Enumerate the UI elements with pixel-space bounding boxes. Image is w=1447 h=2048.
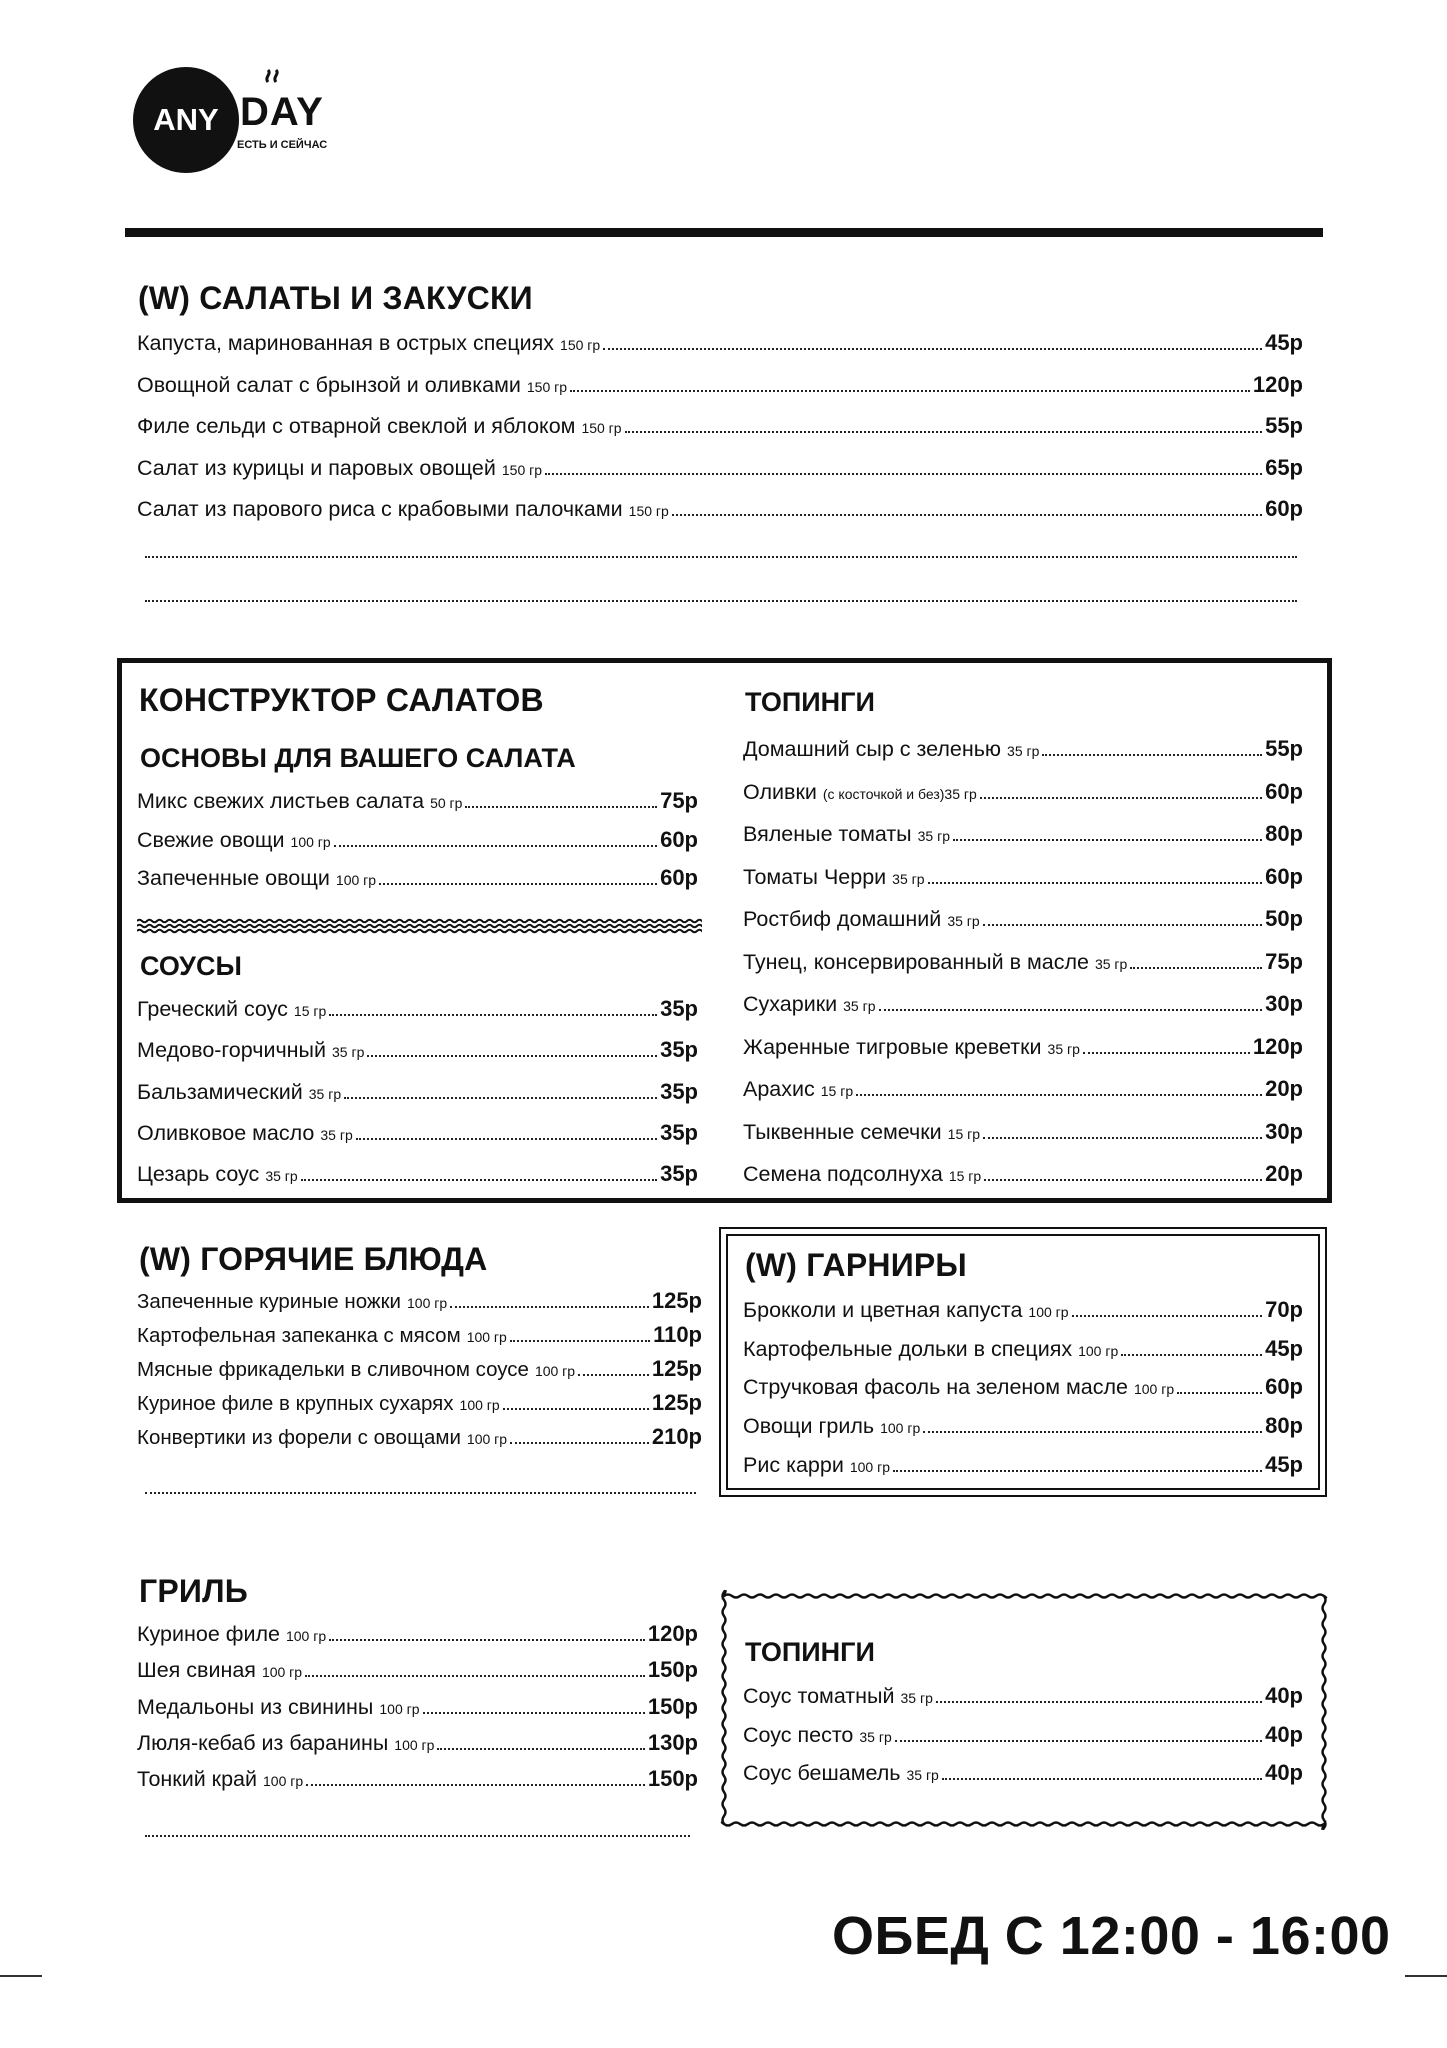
leader-dots <box>437 1748 644 1750</box>
wavy-frame <box>718 1590 1330 1830</box>
leader-dots <box>983 924 1262 926</box>
item-weight: 35 гр <box>859 1728 892 1745</box>
item-price: 75р <box>1265 948 1303 974</box>
item-price: 60р <box>1265 496 1303 521</box>
leader-dots <box>329 1639 645 1641</box>
item-weight: 100 гр <box>379 1700 420 1717</box>
leader-dots <box>983 1137 1262 1139</box>
item-name: Соус бешамель <box>743 1761 901 1786</box>
item-name: Куриное филе в крупных сухарях <box>137 1392 454 1415</box>
sides-title: (W) ГАРНИРЫ <box>745 1247 967 1283</box>
leader-dots <box>856 1094 1262 1096</box>
item-price: 130р <box>647 1729 698 1755</box>
leader-dots <box>879 1009 1263 1011</box>
item-name: Филе сельди с отварной свеклой и яблоком <box>137 414 576 438</box>
item-name: Тонкий край <box>137 1767 258 1792</box>
menu-item <box>743 1452 1303 1478</box>
leader-dots <box>334 845 657 847</box>
menu-item <box>743 1374 1303 1400</box>
item-weight: 15 гр <box>947 1125 981 1142</box>
leader-dots <box>379 883 657 885</box>
item-weight: 35 гр <box>1094 955 1128 972</box>
item-weight: 15 гр <box>293 1003 327 1019</box>
item-weight: 150 гр <box>581 420 622 436</box>
item-name: Запеченные овощи <box>137 866 330 890</box>
menu-item <box>137 413 1303 439</box>
item-name: Арахис <box>743 1077 815 1101</box>
menu-item <box>137 1390 702 1416</box>
item-weight: 35 гр <box>843 998 876 1014</box>
item-name: Мясные фрикадельки в сливочном соусе <box>137 1358 529 1381</box>
menu-item <box>137 788 698 814</box>
item-name: Соус песто <box>743 1722 854 1747</box>
menu-item <box>137 330 1303 356</box>
leader-dots <box>423 1712 645 1714</box>
menu-item <box>743 864 1303 890</box>
bases-title: ОСНОВЫ ДЛЯ ВАШЕГО САЛАТА <box>140 743 576 773</box>
grill-toppings-title: ТОПИНГИ <box>745 1637 875 1667</box>
item-weight: 100 гр <box>263 1773 304 1790</box>
leader-dots <box>1121 1354 1262 1356</box>
item-weight: 150 гр <box>560 337 601 353</box>
item-weight: 150 гр <box>501 461 543 478</box>
item-name: Семена подсолнуха <box>743 1162 943 1186</box>
item-name: Соус томатный <box>743 1684 895 1708</box>
item-name: Овощной салат с брынзой и оливками <box>137 372 521 397</box>
crop-mark <box>0 1975 42 1977</box>
menu-item <box>137 1120 698 1146</box>
item-price: 30р <box>1265 991 1303 1016</box>
item-price: 35р <box>660 1161 698 1187</box>
item-weight: 15 гр <box>948 1168 982 1184</box>
menu-item <box>743 1297 1303 1323</box>
menu-item <box>743 1336 1303 1362</box>
logo-any: ANY <box>153 102 219 137</box>
leader-dots <box>603 348 1262 350</box>
leader-dots <box>344 1097 657 1099</box>
leader-dots <box>1042 754 1262 756</box>
leader-dots <box>1072 1315 1263 1317</box>
item-price: 35р <box>660 1078 698 1104</box>
item-price: 35р <box>660 1119 698 1145</box>
item-weight: 35 гр <box>892 870 925 887</box>
item-name: Запеченные куриные ножки <box>137 1290 402 1313</box>
item-weight: 100 гр <box>1028 1304 1069 1320</box>
menu-item <box>743 1722 1303 1748</box>
logo-circle <box>133 67 239 173</box>
item-price: 80р <box>1265 1413 1303 1439</box>
item-weight: 35 гр <box>332 1044 365 1061</box>
leader-dots <box>301 1179 657 1181</box>
leader-dots <box>893 1470 1262 1472</box>
item-name: Люля-кебаб из баранины <box>137 1730 389 1755</box>
item-weight: 35 гр <box>900 1690 933 1706</box>
menu-item <box>743 991 1303 1017</box>
item-name: Тыквенные семечки <box>743 1119 942 1144</box>
menu-item <box>137 827 698 853</box>
item-name: Салат из курицы и паровых овощей <box>137 455 496 480</box>
menu-item <box>743 1683 1303 1709</box>
item-price: 125р <box>651 1390 702 1415</box>
sauces-title: СОУСЫ <box>140 951 242 981</box>
menu-item <box>137 496 1303 522</box>
menu-item <box>743 779 1303 805</box>
item-price: 60р <box>1265 778 1303 804</box>
item-weight: 100 гр <box>880 1420 921 1437</box>
item-name: Бальзамический <box>137 1079 303 1104</box>
menu-item <box>137 1766 698 1792</box>
item-name: Стручковая фасоль на зеленом масле <box>743 1375 1128 1400</box>
item-price: 110р <box>653 1322 702 1347</box>
leader-dots <box>928 882 1263 884</box>
item-weight: 100 гр <box>466 1329 507 1345</box>
item-name: Салат из парового риса с крабовыми палочками <box>137 497 623 521</box>
item-name: Свежие овощи <box>137 827 285 852</box>
item-price: 30р <box>1265 1118 1303 1144</box>
item-price: 60р <box>660 826 698 852</box>
item-weight: 35 гр <box>308 1085 342 1102</box>
item-price: 40р <box>1265 1760 1303 1786</box>
menu-item <box>137 1288 702 1314</box>
item-weight: 100 гр <box>394 1736 435 1753</box>
item-name: Рис карри <box>743 1452 844 1477</box>
item-weight: 100 гр <box>261 1664 303 1681</box>
wave-divider <box>137 917 702 935</box>
item-weight: 35 гр <box>1007 743 1040 759</box>
leader-dots <box>356 1138 657 1140</box>
item-weight: 100 гр <box>285 1628 327 1644</box>
item-weight: 150 гр <box>628 503 669 519</box>
item-price: 80р <box>1265 821 1303 846</box>
item-name: Конвертики из форели с овощами <box>137 1426 461 1449</box>
item-price: 120р <box>647 1621 698 1646</box>
item-name: Брокколи и цветная капуста <box>743 1298 1023 1322</box>
grill-title: ГРИЛЬ <box>139 1573 248 1609</box>
menu-item <box>743 1161 1303 1187</box>
leader-dots <box>980 797 1262 799</box>
leader-dots <box>545 473 1262 475</box>
item-name: Медово-горчичный <box>137 1038 326 1063</box>
menu-item <box>137 455 1303 481</box>
item-weight: 100 гр <box>335 872 377 888</box>
item-price: 55р <box>1265 413 1303 438</box>
item-weight: 35 гр <box>1047 1040 1080 1057</box>
item-name: Ростбиф домашний <box>743 907 942 931</box>
menu-item <box>137 1694 698 1720</box>
leader-dots <box>625 431 1263 433</box>
item-name: Капуста, маринованная в острых специях <box>137 331 555 355</box>
item-price: 65р <box>1265 454 1303 480</box>
leader-dots <box>465 806 657 808</box>
item-price: 35р <box>660 1037 698 1063</box>
item-price: 55р <box>1265 736 1303 761</box>
crop-mark <box>1405 1975 1447 1977</box>
menu-item <box>743 1760 1303 1786</box>
leader-dots <box>503 1408 649 1410</box>
toppings-title: ТОПИНГИ <box>745 687 875 717</box>
item-weight: 100 гр <box>1133 1381 1175 1398</box>
constructor-title: КОНСТРУКТОР САЛАТОВ <box>139 682 544 718</box>
item-weight: 15 гр <box>820 1083 854 1099</box>
item-price: 150р <box>647 1693 698 1719</box>
menu-item <box>743 1413 1303 1439</box>
menu-item <box>137 1079 698 1105</box>
item-price: 125р <box>651 1288 702 1313</box>
item-name: Томаты Черри <box>743 864 887 889</box>
item-price: 45р <box>1265 1335 1303 1361</box>
menu-item <box>137 372 1303 398</box>
leader-dots <box>305 1675 645 1677</box>
item-weight: 35 гр <box>265 1168 298 1185</box>
item-price: 150р <box>647 1766 698 1792</box>
menu-item <box>743 906 1303 932</box>
item-price: 45р <box>1265 1451 1303 1477</box>
item-name: Сухарики <box>743 992 838 1016</box>
menu-item <box>137 1657 698 1683</box>
menu-item <box>137 996 698 1022</box>
leader-dots <box>936 1701 1262 1703</box>
item-weight: 50 гр <box>430 795 463 811</box>
item-name: Жаренные тигровые креветки <box>743 1034 1042 1059</box>
leader-dots <box>329 1014 657 1016</box>
item-name: Картофельная запеканка с мясом <box>137 1324 461 1347</box>
leader-dots <box>367 1055 657 1057</box>
lunch-hours: ОБЕД С 12:00 - 16:00 <box>832 1906 1391 1966</box>
item-price: 20р <box>1265 1076 1303 1101</box>
leader-dots <box>578 1374 649 1376</box>
leader-dots <box>1130 967 1262 969</box>
item-weight: 100 гр <box>407 1295 448 1311</box>
menu-item <box>743 1076 1303 1102</box>
menu-item <box>137 1356 702 1382</box>
item-name: Картофельные дольки в специях <box>743 1336 1073 1361</box>
item-price: 40р <box>1265 1683 1303 1708</box>
leader-dots <box>672 514 1262 516</box>
item-price: 35р <box>660 996 698 1021</box>
menu-item <box>743 736 1303 762</box>
item-price: 60р <box>660 865 698 890</box>
item-name: Микс свежих листьев салата <box>137 789 425 813</box>
item-price: 120р <box>1252 1033 1303 1059</box>
item-name: Вяленые томаты <box>743 822 912 846</box>
menu-item <box>743 1034 1303 1060</box>
item-price: 20р <box>1265 1161 1303 1186</box>
logo-day: DAY <box>240 90 324 134</box>
menu-item <box>137 1730 698 1756</box>
item-price: 60р <box>1265 863 1303 889</box>
leader-dots <box>510 1340 650 1342</box>
leader-dots <box>510 1442 649 1444</box>
item-name: Цезарь соус <box>137 1162 260 1187</box>
item-weight: 100 гр <box>1078 1342 1119 1359</box>
item-name: Шея свиная <box>137 1658 256 1683</box>
leader-dots <box>984 1179 1262 1181</box>
item-weight: 35 гр <box>320 1126 353 1143</box>
leader-dots <box>1083 1052 1250 1054</box>
hot-title: (W) ГОРЯЧИЕ БЛЮДА <box>139 1241 488 1277</box>
item-weight: 100 гр <box>459 1397 500 1413</box>
item-weight: 100 гр <box>849 1458 890 1475</box>
menu-item <box>137 1037 698 1063</box>
logo-tagline: ЕСТЬ И СЕЙЧАС <box>237 139 328 151</box>
leader-dots <box>953 839 1262 841</box>
item-price: 125р <box>651 1356 702 1381</box>
blank-line <box>145 556 1297 558</box>
menu-item <box>137 1424 702 1450</box>
item-name: Медальоны из свинины <box>137 1694 374 1719</box>
top-divider <box>125 228 1323 237</box>
item-price: 150р <box>647 1657 698 1683</box>
blank-line <box>145 1835 690 1837</box>
item-name: Оливковое масло <box>137 1120 315 1145</box>
menu-item <box>137 1621 698 1647</box>
blank-line <box>145 600 1297 602</box>
blank-line <box>145 1492 696 1494</box>
item-price: 210р <box>651 1424 702 1449</box>
item-weight: 150 гр <box>526 378 568 395</box>
menu-item <box>137 1322 702 1348</box>
leader-dots <box>942 1778 1262 1780</box>
menu-item <box>137 865 698 891</box>
item-name: Греческий соус <box>137 997 288 1021</box>
menu-item <box>743 821 1303 847</box>
item-price: 60р <box>1265 1374 1303 1400</box>
item-name: Овощи гриль <box>743 1414 875 1439</box>
item-price: 70р <box>1265 1297 1303 1322</box>
menu-item <box>137 1161 698 1187</box>
item-weight: 100 гр <box>290 833 331 850</box>
item-price: 75р <box>660 788 698 813</box>
item-price: 50р <box>1265 906 1303 931</box>
item-weight: 35 гр <box>917 828 950 844</box>
item-weight: (с косточкой и без)35 гр <box>822 785 977 802</box>
leader-dots <box>923 1431 1262 1433</box>
item-price: 45р <box>1265 330 1303 355</box>
item-name: Оливки <box>743 779 817 804</box>
item-name: Тунец, консервированный в масле <box>743 949 1089 974</box>
menu-item <box>743 1119 1303 1145</box>
leader-dots <box>1177 1392 1262 1394</box>
salads-title: (W) САЛАТЫ И ЗАКУСКИ <box>138 280 533 316</box>
item-weight: 35 гр <box>906 1767 939 1784</box>
item-weight: 100 гр <box>534 1363 576 1379</box>
leader-dots <box>306 1784 645 1786</box>
item-weight: 100 гр <box>466 1431 508 1447</box>
item-name: Домашний сыр с зеленью <box>743 737 1002 761</box>
leader-dots <box>450 1306 649 1308</box>
item-price: 120р <box>1252 371 1303 397</box>
leader-dots <box>895 1740 1262 1742</box>
item-weight: 35 гр <box>947 913 980 929</box>
menu-item <box>743 949 1303 975</box>
leader-dots <box>570 390 1250 392</box>
item-name: Куриное филе <box>137 1622 280 1646</box>
item-price: 40р <box>1265 1721 1303 1747</box>
